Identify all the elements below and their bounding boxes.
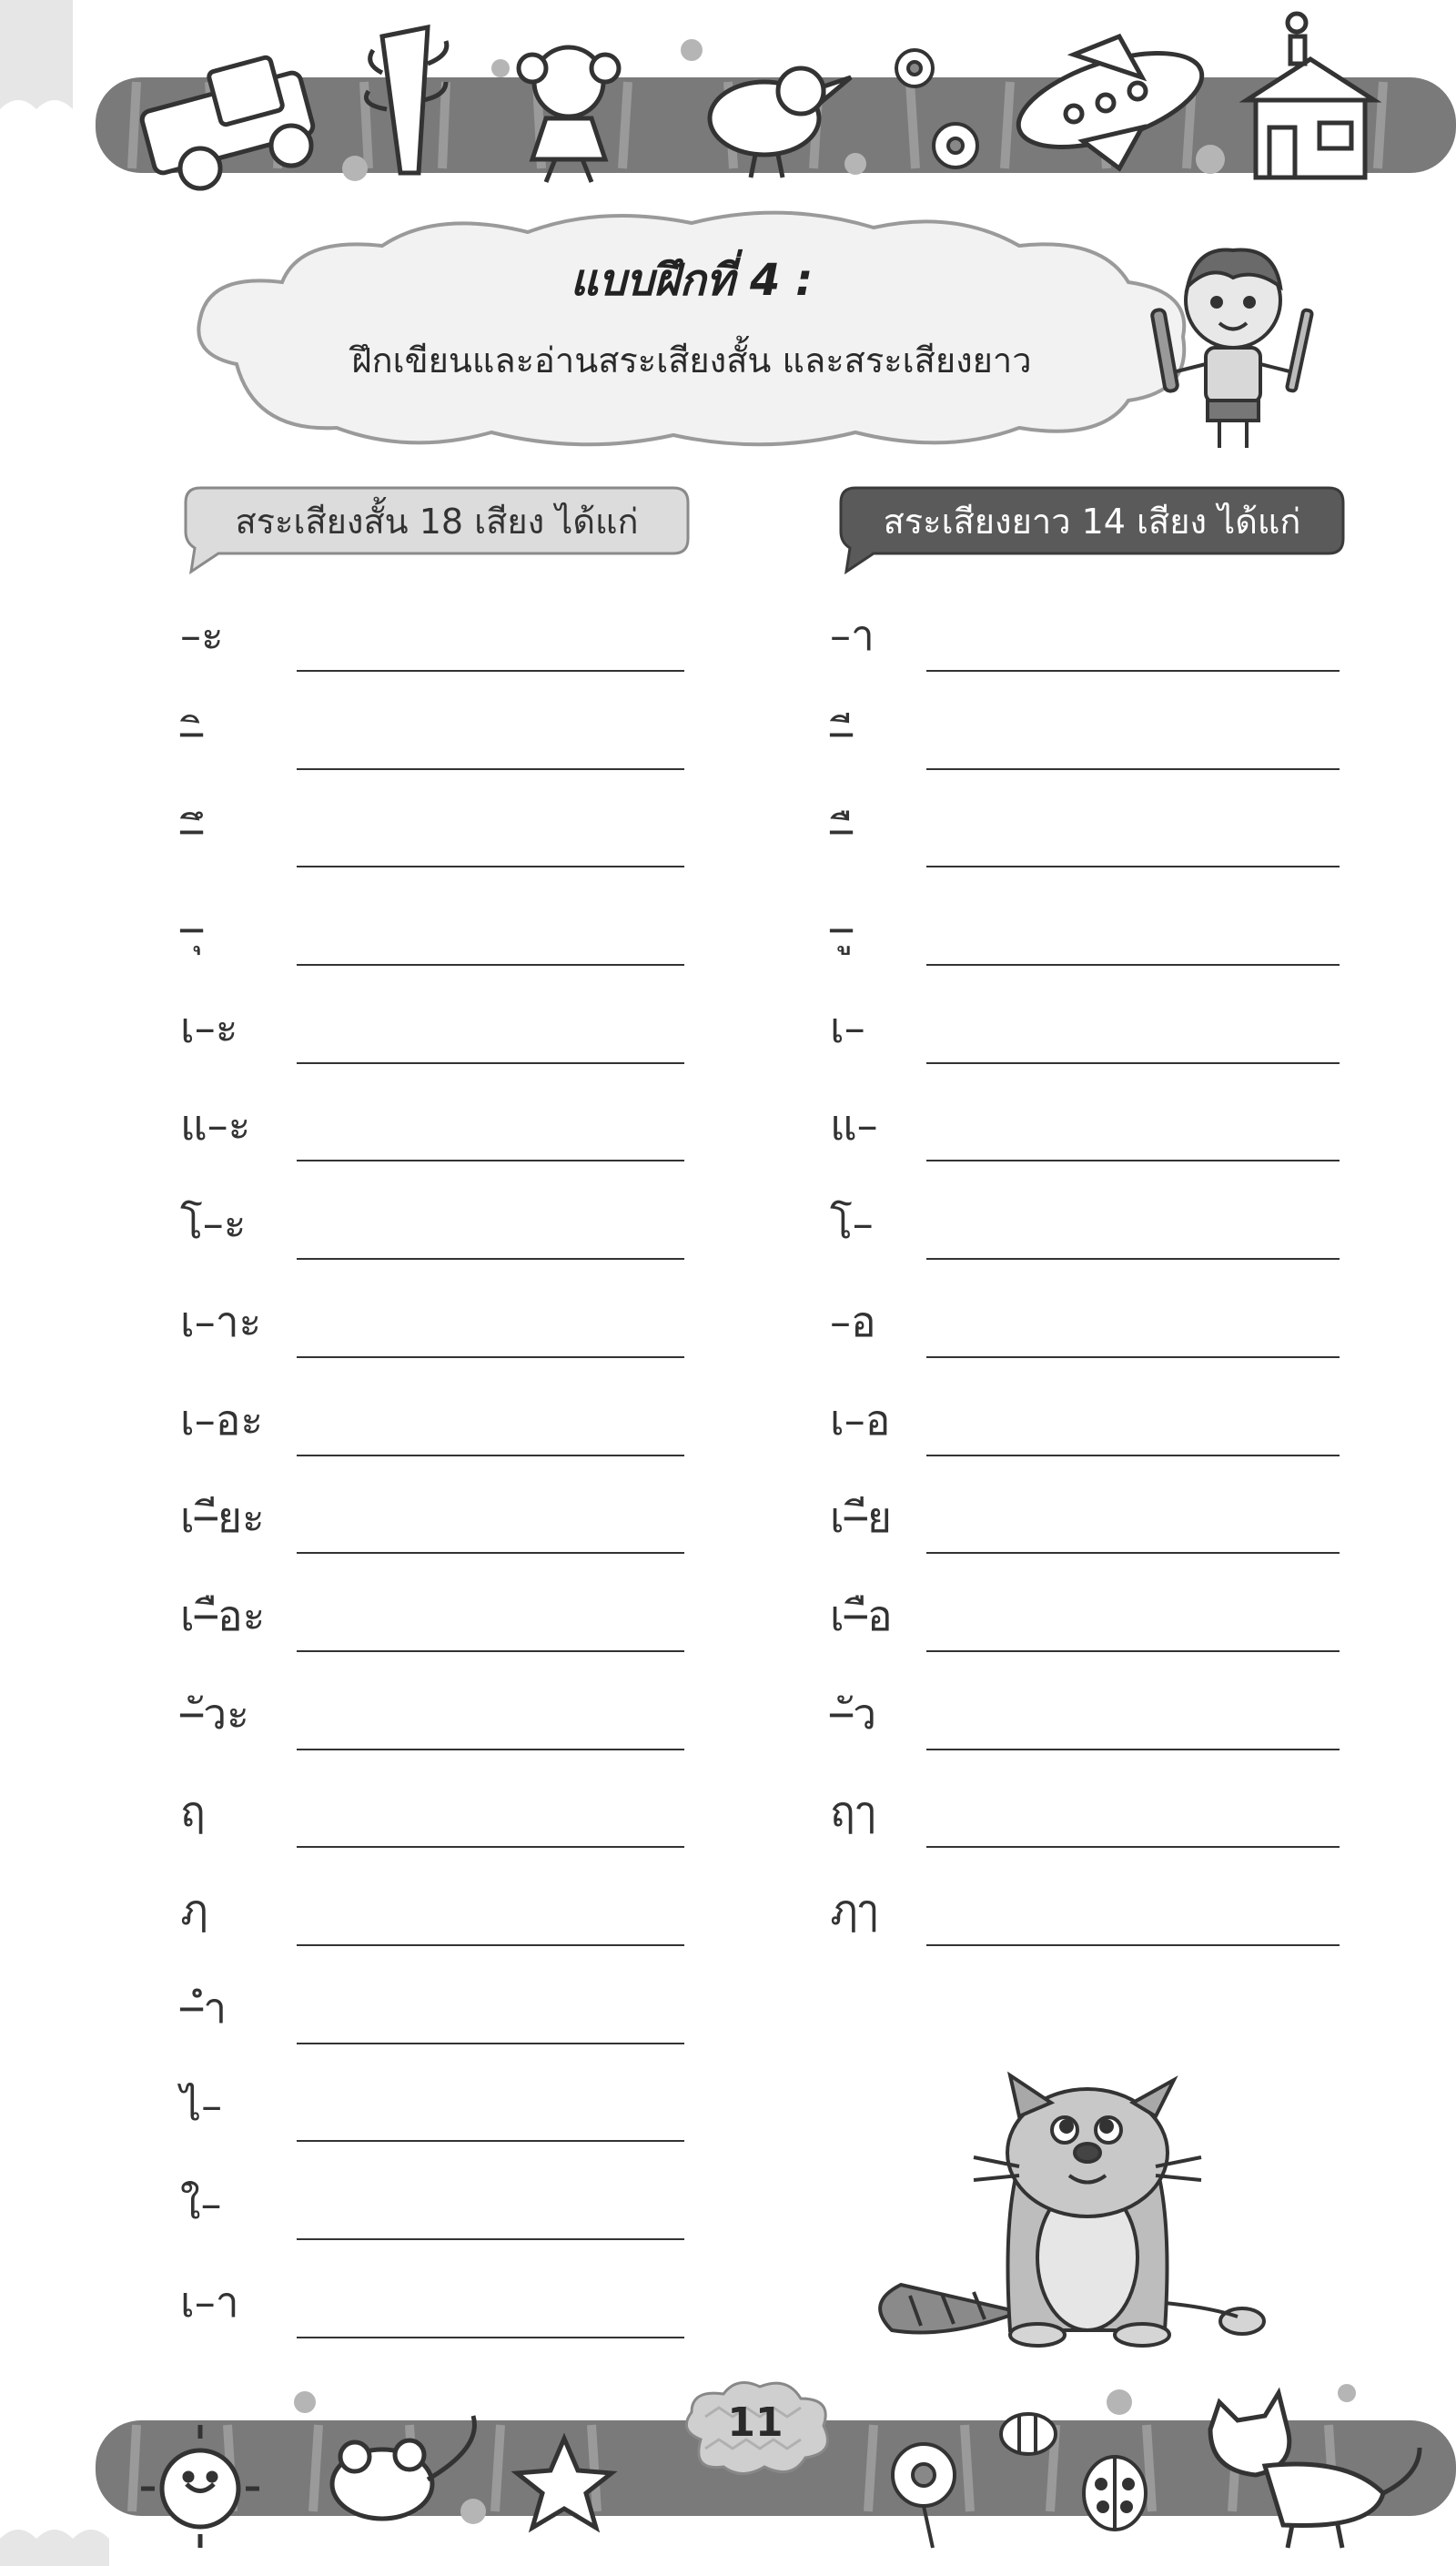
list-item bbox=[180, 895, 690, 993]
vowel-label: –า bbox=[830, 611, 875, 660]
writing-line[interactable] bbox=[297, 2337, 684, 2338]
writing-line[interactable] bbox=[297, 1846, 684, 1848]
list-item bbox=[180, 1189, 690, 1287]
bee-icon bbox=[1001, 2414, 1056, 2454]
writing-line[interactable] bbox=[926, 1258, 1340, 1260]
writing-line[interactable] bbox=[297, 964, 684, 966]
vowel-label: –ี bbox=[830, 708, 854, 758]
list-item bbox=[180, 1777, 690, 1875]
list-item bbox=[180, 796, 690, 895]
writing-line[interactable] bbox=[297, 1062, 684, 1064]
vowel-label: ใ– bbox=[180, 2179, 222, 2228]
list-item bbox=[180, 601, 690, 699]
writing-line[interactable] bbox=[926, 1650, 1340, 1652]
writing-line[interactable] bbox=[297, 670, 684, 672]
vowel-label: –ัวะ bbox=[180, 1689, 249, 1739]
vowel-label: เ–าะ bbox=[180, 1296, 262, 1346]
vowel-label: –ิ bbox=[180, 708, 204, 758]
writing-line[interactable] bbox=[926, 1846, 1340, 1848]
list-item bbox=[830, 993, 1340, 1091]
exercise-subtitle: ฝึกเขียนและอ่านสระเสียงสั้น และสระเสียงยาว bbox=[351, 340, 1032, 380]
vowel-label: เ–ือ bbox=[830, 1590, 893, 1640]
exercise-title: แบบฝึกที่ 4 : bbox=[570, 255, 814, 306]
writing-line[interactable] bbox=[926, 1455, 1340, 1456]
vowel-label: โ– bbox=[830, 1199, 874, 1249]
writing-line[interactable] bbox=[926, 1356, 1340, 1358]
writing-line[interactable] bbox=[297, 2238, 684, 2240]
writing-line[interactable] bbox=[297, 1258, 684, 1260]
long-vowels-tag bbox=[837, 484, 1347, 563]
list-item bbox=[180, 1385, 690, 1484]
short-vowels-tag bbox=[182, 484, 692, 563]
vowel-label: –ู bbox=[830, 905, 854, 955]
vowel-label: –ำ bbox=[180, 1983, 228, 2033]
vowel-label: ฦๅ bbox=[830, 1884, 878, 1934]
vowel-label: –ึ bbox=[180, 806, 204, 857]
writing-line[interactable] bbox=[926, 670, 1340, 672]
writing-line[interactable] bbox=[297, 1749, 684, 1750]
writing-line[interactable] bbox=[926, 1552, 1340, 1554]
vowel-label: –อ bbox=[830, 1296, 876, 1346]
long-vowels-list bbox=[830, 601, 1340, 1973]
header-cloud bbox=[182, 200, 1201, 455]
writing-line[interactable] bbox=[926, 1062, 1340, 1064]
vowel-label: เ–ียะ bbox=[180, 1493, 265, 1543]
list-item bbox=[180, 1287, 690, 1385]
ladybug-icon bbox=[1084, 2457, 1146, 2530]
list-item bbox=[180, 2267, 690, 2366]
writing-line[interactable] bbox=[297, 2140, 684, 2142]
writing-line[interactable] bbox=[297, 866, 684, 867]
vowel-label: –ุ bbox=[180, 905, 204, 955]
list-item bbox=[830, 796, 1340, 895]
flower-icon bbox=[893, 2444, 955, 2548]
list-item bbox=[180, 1875, 690, 1973]
list-item bbox=[830, 601, 1340, 699]
writing-line[interactable] bbox=[297, 2043, 684, 2044]
vowel-label: เ–ือะ bbox=[180, 1590, 266, 1640]
vowel-label: เ–ะ bbox=[180, 1002, 238, 1052]
long-vowels-heading: สระเสียงยาว 14 เสียง ได้แก่ bbox=[883, 502, 1301, 542]
list-item bbox=[180, 2169, 690, 2267]
list-item bbox=[180, 1973, 690, 2072]
page-number: 11 bbox=[727, 2399, 784, 2446]
vowel-label: ฤๅ bbox=[830, 1787, 876, 1837]
writing-line[interactable] bbox=[926, 866, 1340, 867]
list-item bbox=[830, 1875, 1340, 1973]
list-item bbox=[830, 699, 1340, 797]
list-item bbox=[830, 1090, 1340, 1189]
vowel-label: –ัว bbox=[830, 1689, 877, 1739]
vowel-label: แ–ะ bbox=[180, 1100, 251, 1151]
list-item bbox=[180, 1090, 690, 1189]
writing-line[interactable] bbox=[297, 1552, 684, 1554]
vowel-label: เ– bbox=[830, 1002, 865, 1052]
list-item bbox=[180, 699, 690, 797]
short-vowels-heading: สระเสียงสั้น 18 เสียง ได้แก่ bbox=[235, 502, 639, 542]
writing-line[interactable] bbox=[297, 1356, 684, 1358]
writing-line[interactable] bbox=[297, 1455, 684, 1456]
short-vowels-list bbox=[180, 601, 690, 2365]
vowel-label: เ–ีย bbox=[830, 1493, 892, 1543]
vowel-label: แ– bbox=[830, 1100, 878, 1151]
vowel-label: –ื bbox=[830, 806, 854, 857]
list-item bbox=[180, 993, 690, 1091]
writing-line[interactable] bbox=[926, 1160, 1340, 1161]
list-item bbox=[180, 2071, 690, 2169]
vowel-label: ไ– bbox=[180, 2081, 223, 2131]
vowel-label: เ–อ bbox=[830, 1395, 891, 1445]
list-item bbox=[830, 1189, 1340, 1287]
vowel-label: ฤ bbox=[180, 1787, 206, 1837]
vowel-label: เ–อะ bbox=[180, 1395, 264, 1445]
vowel-label: เ–า bbox=[180, 2277, 239, 2327]
boy-illustration bbox=[1142, 237, 1324, 455]
writing-line[interactable] bbox=[297, 1944, 684, 1946]
writing-line[interactable] bbox=[297, 1650, 684, 1652]
list-item bbox=[830, 895, 1340, 993]
list-item bbox=[180, 1679, 690, 1778]
list-item bbox=[830, 1483, 1340, 1581]
list-item bbox=[830, 1385, 1340, 1484]
writing-line[interactable] bbox=[926, 768, 1340, 770]
top-decorative-band bbox=[0, 0, 1456, 200]
writing-line[interactable] bbox=[297, 768, 684, 770]
vowel-label: –ะ bbox=[180, 611, 224, 660]
list-item bbox=[830, 1581, 1340, 1679]
list-item bbox=[180, 1483, 690, 1581]
writing-line[interactable] bbox=[926, 1944, 1340, 1946]
list-item bbox=[830, 1679, 1340, 1778]
house-icon bbox=[1247, 14, 1374, 177]
list-item bbox=[180, 1581, 690, 1679]
raccoon-cat-illustration bbox=[874, 2066, 1292, 2348]
writing-line[interactable] bbox=[926, 964, 1340, 966]
writing-line[interactable] bbox=[297, 1160, 684, 1161]
vowel-label: ฦ bbox=[180, 1884, 208, 1934]
list-item bbox=[830, 1287, 1340, 1385]
list-item bbox=[830, 1777, 1340, 1875]
vowel-label: โ–ะ bbox=[180, 1199, 247, 1249]
writing-line[interactable] bbox=[926, 1749, 1340, 1750]
